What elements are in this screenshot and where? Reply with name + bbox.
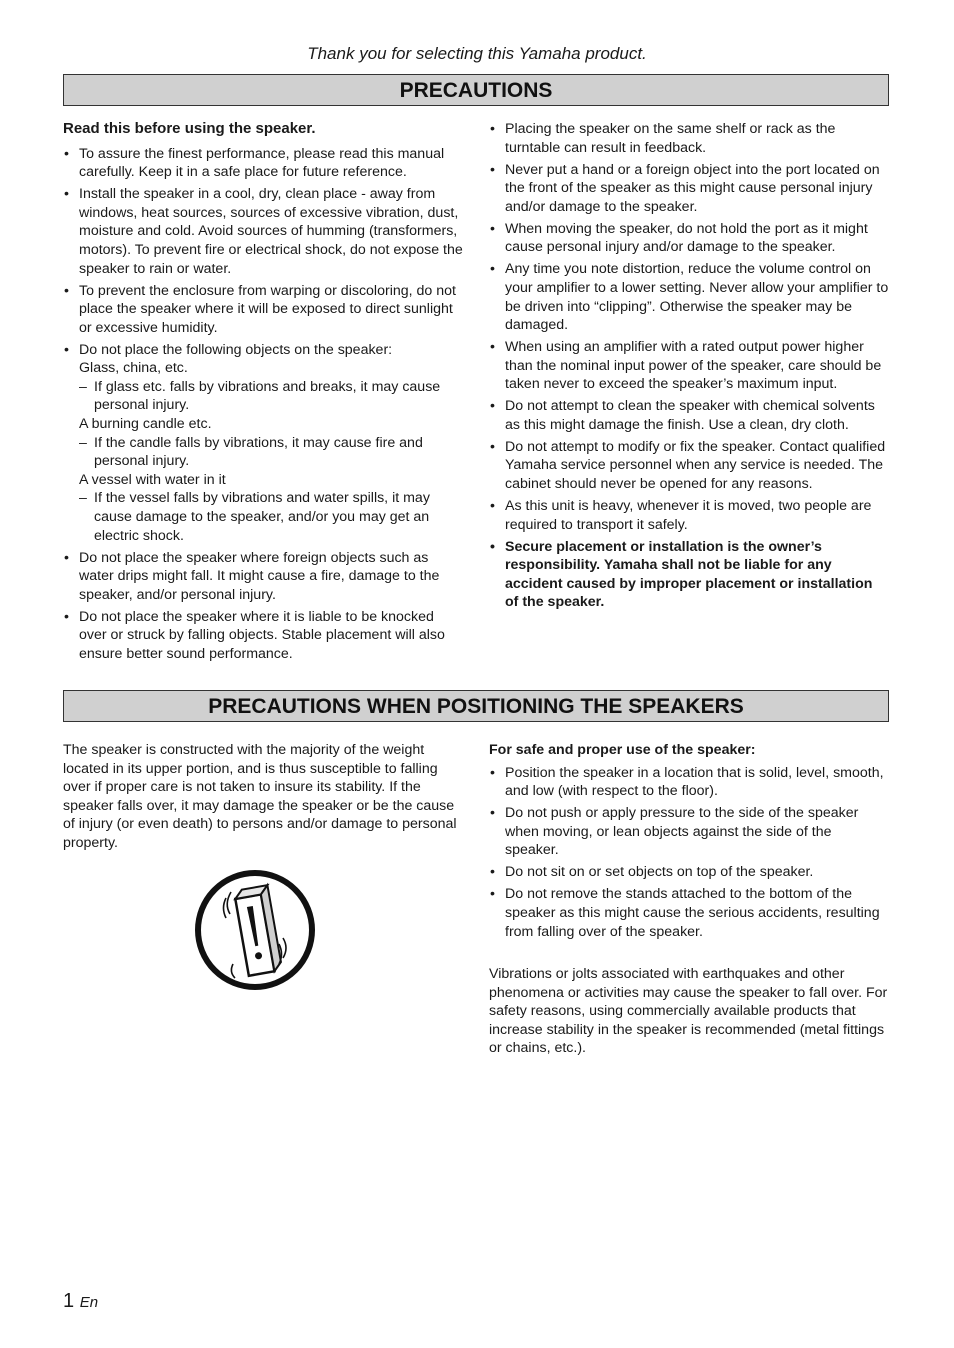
list-item: • Install the speaker in a cool, dry, clean place - away from windows, heat sources, sources of excessive vibration, dust, moisture and cold. Avoid sources of humming (transformers, motors). To prevent fire or electrical shock, do not expose the speaker to rain or water.: [63, 185, 463, 278]
list-item: • Never put a hand or a foreign object into the port located on the front of the speaker as this might cause personal injury and/or damage to the speaker.: [489, 161, 889, 217]
object-label: A vessel with water in it: [79, 471, 226, 488]
list-item: • Any time you note distortion, reduce the volume control on your amplifier to a lower setting. Never allow your amplifier to be driven into “clipping”. Otherwise the speaker may be damaged.: [489, 260, 889, 334]
list-item: • Do not remove the stands attached to the bottom of the speaker as this might cause the serious accidents, resulting from falling over of the speaker.: [489, 885, 889, 941]
precautions-left-list: [63, 145, 463, 664]
list-item: • Do not push or apply pressure to the side of the speaker when moving, or lean objects against the side of the speaker.: [489, 804, 889, 860]
page-number: [63, 1290, 98, 1313]
precautions-left-column: [63, 120, 463, 667]
positioning-right-column: [489, 741, 889, 1058]
weight-warning-text: The speaker is constructed with the majority of the weight located in its upper portion, and is thus susceptible to falling over if proper care is not taken to insure its stability. If the speaker falls over, it may damage the speaker or be the cause of injury (or even death) to persons and/or damage to personal property.: [63, 742, 457, 851]
list-item: • When moving the speaker, do not hold the port as it might cause personal injury and/or damage to the speaker.: [489, 220, 889, 257]
language-code: En: [79, 1294, 99, 1311]
list-item: • Do not place the speaker where it is liable to be knocked over or struck by falling objects. Stable placement will also ensure better sound performance.: [63, 608, 463, 664]
positioning-heading: PRECAUTIONS WHEN POSITIONING THE SPEAKERS: [63, 690, 889, 722]
objects-list-item: [63, 341, 463, 546]
read-before-heading: Read this before using the speaker.: [63, 120, 316, 137]
list-item: • Do not sit on or set objects on top of the speaker.: [489, 863, 889, 882]
list-item: • Placing the speaker on the same shelf or rack as the turntable can result in feedback.: [489, 120, 889, 157]
safe-use-list: [489, 764, 889, 942]
list-item: • Do not attempt to modify or fix the speaker. Contact qualified Yamaha service personnel when any service is needed. The cabinet should never be opened for any reasons.: [489, 438, 889, 494]
safe-use-heading: For safe and proper use of the speaker:: [489, 742, 756, 758]
earthquake-text: Vibrations or jolts associated with earthquakes and other phenomena or activities may cause the speaker to fall over. For safety reasons, using commercially available products that increase stability in the speaker is recommended (metal fittings or chains, etc.).: [489, 966, 888, 1057]
precautions-right-column: [489, 120, 889, 615]
precautions-heading: PRECAUTIONS: [63, 74, 889, 106]
list-item: • Do not place the speaker where foreign objects such as water drips might fall. It might cause a fire, damage to the speaker, and/or personal injury.: [63, 549, 463, 605]
object-note: – If the vessel falls by vibrations and water spills, it may cause damage to the speaker, and/or you may get an electric shock.: [79, 489, 463, 545]
object-label: Glass, china, etc.: [79, 360, 188, 377]
thanks-line: Thank you for selecting this Yamaha product.: [307, 44, 647, 63]
positioning-left-column: [63, 741, 463, 853]
list-item: • When using an amplifier with a rated output power higher than the nominal input power of the speaker, care should be taken never to exceed the speaker’s maximum input.: [489, 338, 889, 394]
list-item: • Do not attempt to clean the speaker with chemical solvents as this might damage the finish. Use a clean, dry cloth.: [489, 397, 889, 434]
page-number-value: 1: [63, 1290, 75, 1312]
list-item: • To assure the finest performance, please read this manual carefully. Keep it in a safe place for future reference.: [63, 145, 463, 182]
objects-intro: • Do not place the following objects on the speaker:: [79, 341, 393, 358]
list-item: • As this unit is heavy, whenever it is moved, two people are required to transport it safely.: [489, 497, 889, 534]
list-item: • Position the speaker in a location that is solid, level, smooth, and low (with respect to the floor).: [489, 764, 889, 801]
object-note: – If the candle falls by vibrations, it may cause fire and personal injury.: [79, 434, 463, 471]
owner-responsibility-item: • Secure placement or installation is the owner’s responsibility. Yamaha shall not be liable for any accident caused by improper placement or installation of the speaker.: [489, 538, 889, 612]
speaker-tipping-warning-icon: [193, 868, 317, 992]
object-label: A burning candle etc.: [79, 416, 212, 433]
list-item: • To prevent the enclosure from warping or discoloring, do not place the speaker where it will be exposed to direct sunlight or excessive humidity.: [63, 282, 463, 338]
precautions-right-list: [489, 120, 889, 612]
object-note: – If glass etc. falls by vibrations and breaks, it may cause personal injury.: [79, 378, 463, 415]
